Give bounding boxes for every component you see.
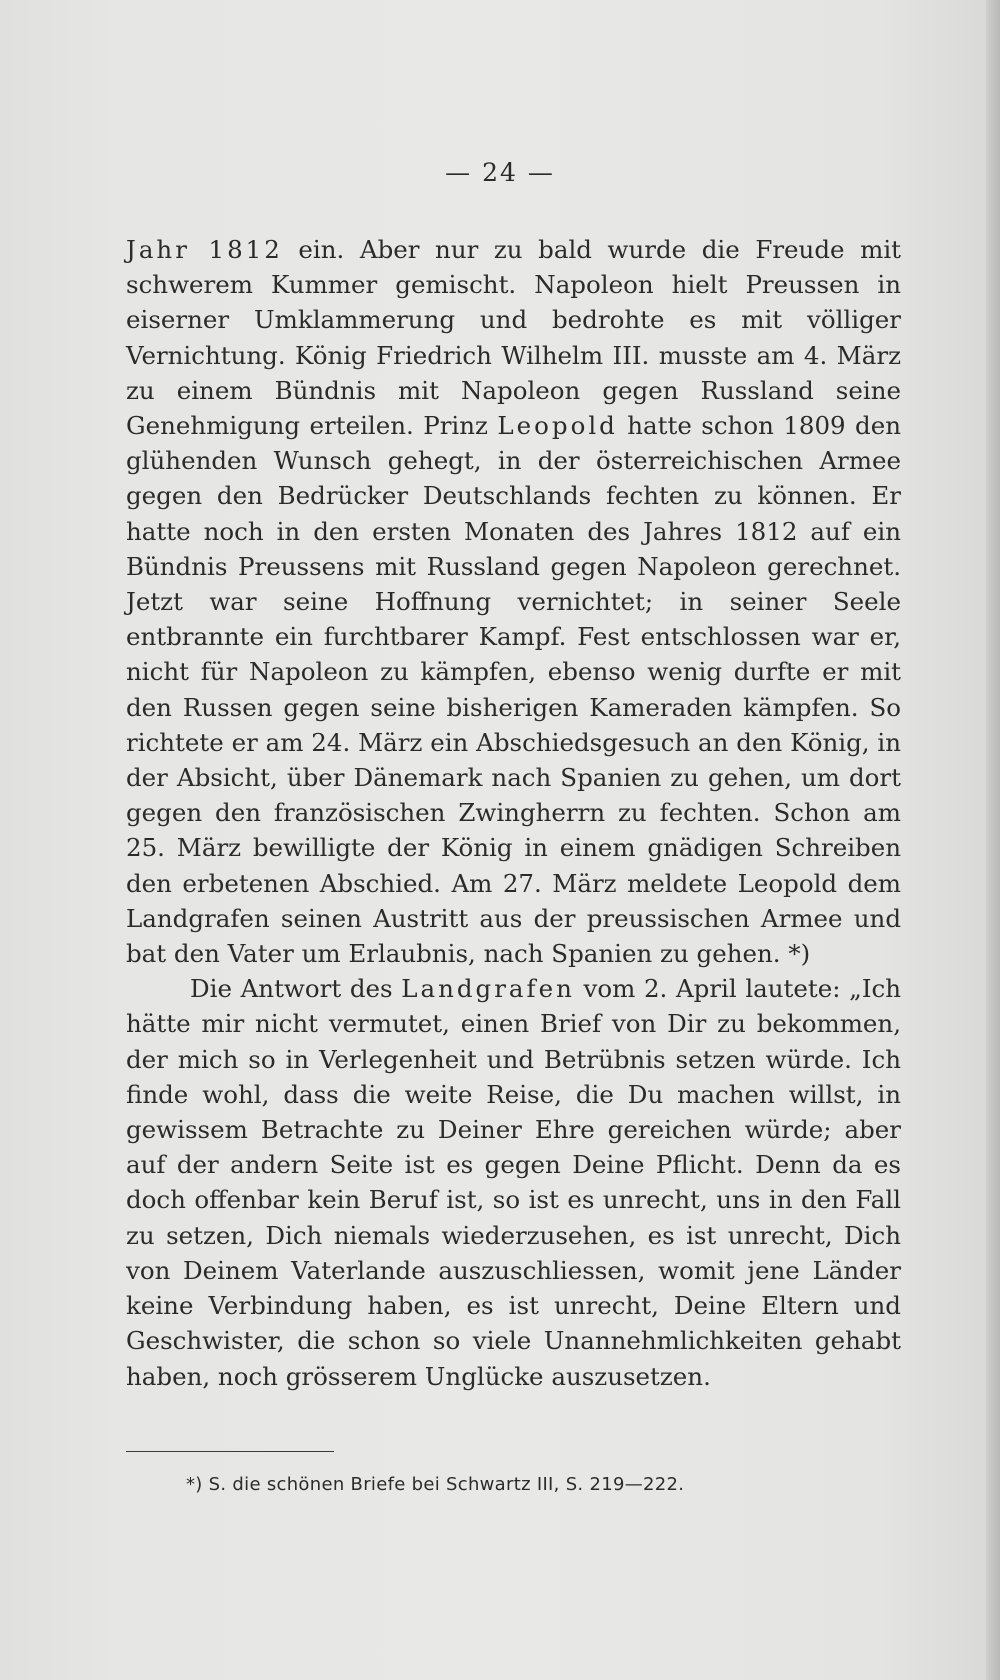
page-number: — 24 — (445, 158, 555, 187)
paragraph-2 (126, 971, 901, 1393)
paragraph-1 (126, 232, 901, 971)
footnote: *) S. die schönen Briefe bei Schwartz III, S. 219—222. (186, 1474, 685, 1495)
paragraph-2-text-b: vom 2. April lautete: „Ich hätte mir nicht vermutet, einen Brief von Dir zu bekommen, der mich so in Verlegenheit und Betrübnis setzen würde. Ich finde wohl, dass die weite Reise, die Du machen willst, in gewissem Betrachte zu Deiner Ehre gereichen würde; aber auf der andern Seite ist es gegen Deine Pflicht. Denn da es doch offenbar kein Beruf ist, so ist es unrecht, uns in den Fall zu setzen, Dich niemals wiederzusehen, es ist unrecht, Dich von Deinem Vaterlande auszuschliessen, womit jene Länder keine Verbindung haben, es ist unrecht, Deine Eltern und Geschwister, die schon so viele Unannehmlichkeiten gehabt haben, noch grösserem Unglücke auszusetzen. (126, 974, 901, 1391)
spaced-name-landgrafen: Landgrafen (401, 974, 575, 1004)
paragraph-1-text-a: ein. Aber nur zu bald wurde die Freude mit schwerem Kummer gemischt. Napoleon hielt Preussen in eiserner Umklammerung und bedrohte es mit völliger Vernichtung. König Friedrich Wilhelm III. musste am 4. März zu einem Bündnis mit Napoleon gegen Russland seine Genehmigung erteilen. Prinz (126, 235, 901, 441)
page-edge-shadow (986, 0, 1000, 1680)
footnote-rule (126, 1451, 334, 1452)
spaced-name-leopold: Leopold (497, 411, 618, 441)
paragraph-2-text-a: Die Antwort des (190, 974, 402, 1004)
body-text (126, 232, 901, 1394)
paragraph-1-text-b: hatte schon 1809 den glühenden Wunsch gehegt, in der österreichischen Armee gegen den Bedrücker Deutschlands fechten zu können. Er hatte noch in den ersten Monaten des Jahres 1812 auf ein Bündnis Preussens mit Russland gegen Napoleon gerechnet. Jetzt war seine Hoffnung vernichtet; in seiner Seele entbrannte ein furchtbarer Kampf. Fest entschlossen war er, nicht für Napoleon zu kämpfen, ebenso wenig durfte er mit den Russen gegen seine bisherigen Kameraden kämpfen. So richtete er am 24. März ein Abschiedsgesuch an den König, in der Absicht, über Dänemark nach Spanien zu gehen, um dort gegen den französischen Zwingherrn zu fechten. Schon am 25. März bewilligte der König in einem gnädigen Schreiben den erbetenen Abschied. Am 27. März meldete Leopold dem Landgrafen seinen Austritt aus der preussischen Armee und bat den Vater um Erlaubnis, nach Spanien zu gehen. *) (126, 411, 901, 969)
spaced-year-phrase: Jahr 1812 (126, 235, 283, 264)
